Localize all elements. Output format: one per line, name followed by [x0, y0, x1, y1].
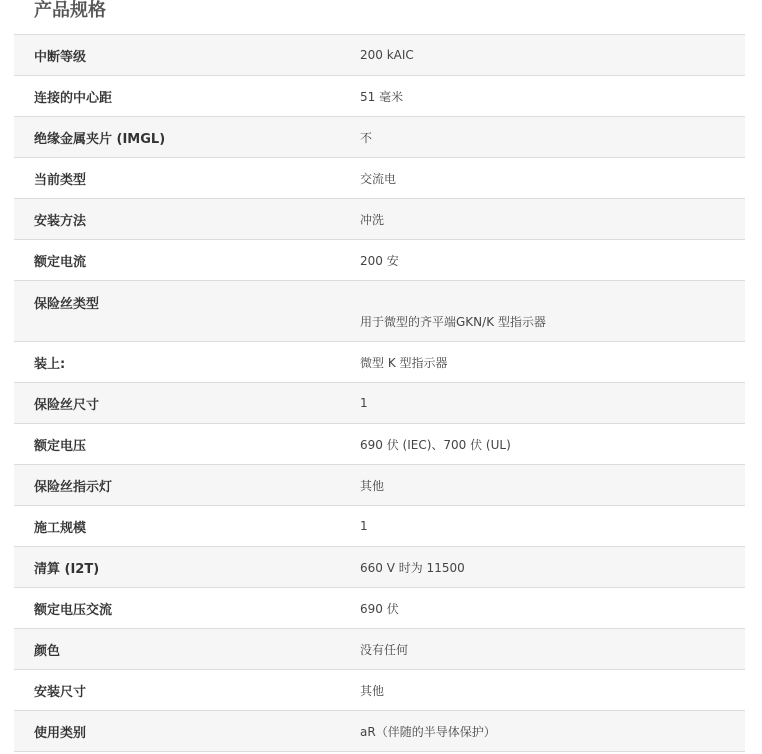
spec-row — [14, 465, 745, 506]
spec-label: 装上: — [34, 356, 66, 372]
spec-value: 其他 — [360, 683, 385, 698]
spec-value: 200 kAIC — [360, 48, 414, 62]
spec-label: 保险丝指示灯 — [34, 479, 113, 495]
spec-value: 690 伏 — [360, 601, 399, 616]
spec-label: 连接的中心距 — [34, 90, 113, 106]
spec-row — [14, 629, 745, 670]
spec-label: 当前类型 — [34, 172, 87, 188]
spec-value: 用于微型的齐平端GKN/K 型指示器 — [360, 315, 546, 329]
spec-label: 保险丝类型 — [34, 297, 100, 312]
spec-label: 额定电压 — [34, 438, 87, 454]
spec-value: 51 毫米 — [360, 89, 404, 104]
spec-value: 没有任何 — [360, 642, 409, 657]
spec-label: 额定电压交流 — [34, 602, 113, 618]
section-title: 产品规格 — [34, 0, 106, 21]
spec-row — [14, 711, 745, 752]
spec-value: 660 V 时为 11500 — [360, 560, 465, 575]
spec-row — [14, 547, 745, 588]
spec-row — [14, 383, 745, 424]
spec-table — [14, 34, 745, 752]
spec-value: 冲洗 — [360, 212, 385, 227]
spec-label: 使用类别 — [34, 725, 87, 741]
spec-value: 交流电 — [360, 171, 397, 186]
spec-row — [14, 506, 745, 547]
spec-row — [14, 158, 745, 199]
spec-label: 施工规模 — [34, 520, 87, 536]
spec-label: 清算 (I2T) — [34, 561, 100, 577]
spec-row — [14, 240, 745, 281]
spec-row — [14, 117, 745, 158]
spec-row — [14, 342, 745, 383]
spec-value: 其他 — [360, 478, 385, 493]
spec-label: 中断等级 — [34, 49, 87, 65]
spec-value: 200 安 — [360, 253, 399, 268]
spec-row — [14, 670, 745, 711]
spec-value: aR（伴随的半导体保护） — [360, 724, 496, 739]
spec-value: 1 — [360, 396, 368, 410]
spec-row — [14, 588, 745, 629]
spec-label: 额定电流 — [34, 254, 87, 270]
spec-row — [14, 199, 745, 240]
spec-value: 690 伏 (IEC)、700 伏 (UL) — [360, 437, 511, 452]
spec-label: 安装方法 — [34, 213, 87, 229]
spec-label: 绝缘金属夹片 (IMGL) — [34, 131, 166, 147]
spec-label: 安装尺寸 — [34, 684, 87, 700]
spec-row — [14, 76, 745, 117]
spec-value: 不 — [360, 130, 373, 145]
spec-label: 保险丝尺寸 — [34, 397, 100, 413]
spec-row — [14, 35, 745, 76]
spec-value: 1 — [360, 519, 368, 533]
spec-value: 微型 K 型指示器 — [360, 355, 448, 370]
spec-row — [14, 424, 745, 465]
spec-label: 颜色 — [34, 643, 61, 659]
spec-row — [14, 281, 745, 342]
